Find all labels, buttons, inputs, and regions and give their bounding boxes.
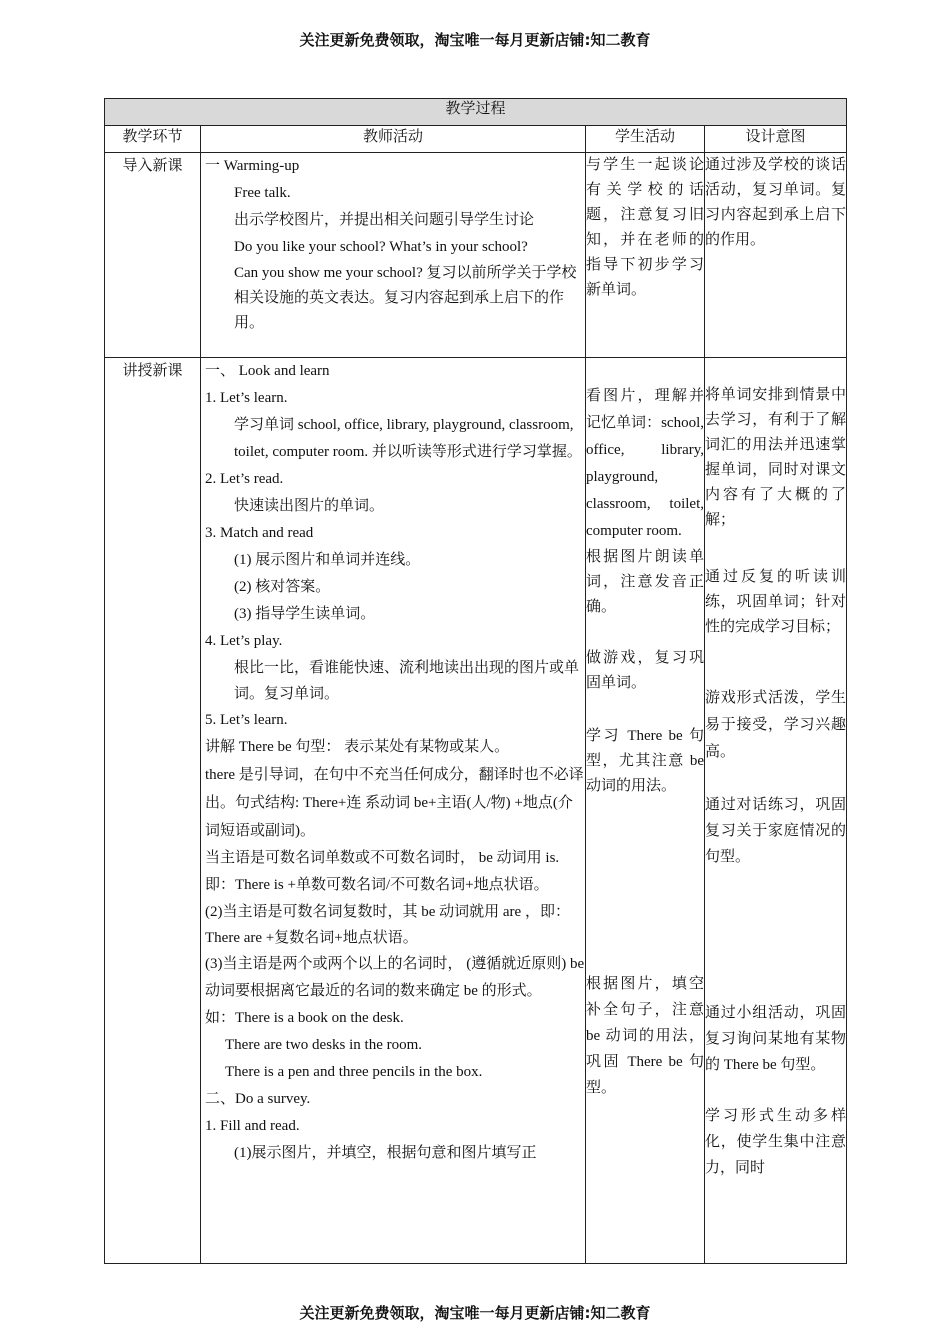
teacher-line: 一 Warming-up xyxy=(205,158,300,174)
teacher-line: 1. Let’s learn. xyxy=(205,390,288,406)
table-title: 教学过程 xyxy=(105,99,847,126)
teacher-line: (3)当主语是两个或两个以上的名词时， (遵循就近原则) be 动词要根据离它最近的名词的数来确定 be 的形式。 xyxy=(205,956,585,999)
table-row xyxy=(105,358,847,1264)
teacher-line: Free talk. xyxy=(234,185,291,201)
teacher-line: Can you show me your school? 复习以前所学关于学校相关设施的英文表达。复习内容起到承上启下的作用。 xyxy=(234,265,577,331)
design-intent-cell xyxy=(705,153,847,358)
teacher-line: (1) 展示图片和单词并连线。 xyxy=(234,552,421,568)
teaching-process-table xyxy=(104,98,847,1264)
footer-banner: 关注更新免费领取，淘宝唯一每月更新店铺:知二教育 xyxy=(299,1304,651,1322)
teacher-line: 快速读出图片的单词。 xyxy=(234,498,385,514)
teacher-line: (1)展示图片，并填空，根据句意和图片填写正 xyxy=(234,1145,537,1161)
column-header-design: 设计意图 xyxy=(705,126,847,153)
column-header-stage: 教学环节 xyxy=(105,126,201,153)
teacher-line: 5. Let’s learn. xyxy=(205,712,288,728)
column-header-teacher: 教师活动 xyxy=(201,126,586,153)
design-text: 将单词安排到情景中去学习，有利于了解词汇的用法并迅速掌握单词，同时对课文内容有了大概的了解； xyxy=(705,387,847,528)
design-text: 游戏形式活泼，学生易于接受，学习兴趣高。 xyxy=(705,690,847,760)
teacher-line: 4. Let’s play. xyxy=(205,633,283,649)
teacher-line: There is a pen and three pencils in the box. xyxy=(225,1064,483,1080)
header-banner: 关注更新免费领取，淘宝唯一每月更新店铺:知二教育 xyxy=(299,31,651,49)
teacher-line: (2)当主语是可数名词复数时，其 be 动词就用 are ，即： There are +复数名词+地点状语。 xyxy=(205,904,570,946)
student-activity-cell xyxy=(586,358,705,1264)
design-text: 通过对话练习，巩固复习关于家庭情况的句型。 xyxy=(705,797,847,865)
stage-cell: 讲授新课 xyxy=(105,358,201,1264)
teacher-line: 学习单词 school, office, library, playground, classroom, toilet, computer room. 并以听读等形式进行学习掌握。 xyxy=(234,417,582,460)
student-text: 做游戏，复习巩固单词。 xyxy=(586,650,704,691)
stage-cell: 导入新课 xyxy=(105,153,201,358)
student-text: 根据图片朗读单词，注意发音正确。 xyxy=(586,549,704,615)
teacher-line: 如：There is a book on the desk. xyxy=(205,1010,404,1026)
teacher-line: 根比一比，看谁能快速、流利地读出出现的图片或单词。复习单词。 xyxy=(234,660,580,702)
teacher-activity-cell xyxy=(201,358,586,1264)
teacher-activity-cell xyxy=(201,153,586,358)
column-header-student: 学生活动 xyxy=(586,126,705,153)
teacher-line: 出示学校图片，并提出相关问题引导学生讨论 xyxy=(234,212,535,228)
student-text: 根据图片，填空补全句子，注意 be 动词的用法，巩固 There be 句型。 xyxy=(586,976,704,1096)
design-text: 通过涉及学校的谈话活动，复习单词。复习内容起到承上启下的作用。 xyxy=(705,157,847,248)
teacher-line: 二、Do a survey. xyxy=(205,1091,311,1107)
teacher-line: 1. Fill and read. xyxy=(205,1118,300,1134)
teacher-line: 2. Let’s read. xyxy=(205,471,284,487)
table-row xyxy=(105,153,847,358)
design-text: 通过小组活动，巩固复习询问某地有某物的 There be 句型。 xyxy=(705,1005,847,1073)
teacher-line: 讲解 There be 句型： 表示某处有某物或某人。 xyxy=(205,739,510,755)
teacher-line: there 是引导词，在句中不充当任何成分，翻译时也不必译出。句式结构: There+连 系动词 be+主语(人/物) +地点(介词短语或副词)。 xyxy=(205,767,584,839)
student-text: 看图片，理解并记忆单词：school, office, library, playground, classroom, toilet, computer room. xyxy=(586,388,704,539)
teacher-line: (3) 指导学生读单词。 xyxy=(234,606,376,622)
teacher-line: 当主语是可数名词单数或不可数名词时， be 动词用 is. 即：There is +单数可数名词/不可数名词+地点状语。 xyxy=(205,850,560,893)
design-intent-cell xyxy=(705,358,847,1264)
teacher-line: 3. Match and read xyxy=(205,525,314,541)
teacher-line: There are two desks in the room. xyxy=(225,1037,423,1053)
teacher-line: Do you like your school? What’s in your school? xyxy=(234,239,528,255)
teacher-line: (2) 核对答案。 xyxy=(234,579,331,595)
student-activity-cell xyxy=(586,153,705,358)
design-text: 学习形式生动多样化，使学生集中注意力，同时 xyxy=(705,1108,847,1176)
teacher-line: 一、 Look and learn xyxy=(205,363,330,379)
student-text: 与学生一起谈论有关学校的话题，注意复习旧知，并在老师的指导下初步学习新单词。 xyxy=(586,157,704,298)
student-text: 学习 There be 句型，尤其注意 be 动词的用法。 xyxy=(586,728,704,794)
design-text: 通过反复的听读训练，巩固单词；针对性的完成学习目标； xyxy=(705,569,847,635)
